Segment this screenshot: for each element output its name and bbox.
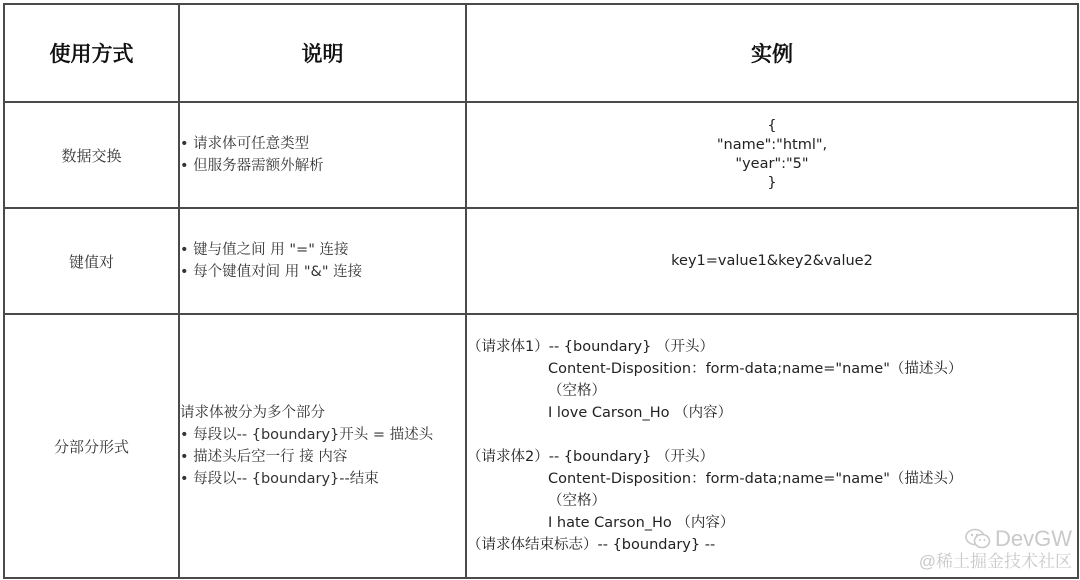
- header-example: 实例: [466, 4, 1078, 102]
- usage-cell: 数据交换: [4, 102, 179, 208]
- table-row: [4, 208, 1078, 314]
- example-line: （空格）: [548, 493, 606, 509]
- example-cell: [466, 102, 1078, 208]
- example-line: "year":"5": [735, 156, 809, 172]
- usage-cell: 分部分形式: [4, 314, 179, 578]
- header-row: [4, 4, 1078, 102]
- example-line: {: [767, 118, 777, 134]
- description-line: 请求体被分为多个部分: [180, 405, 325, 421]
- example-line: I love Carson_Ho （内容）: [548, 405, 733, 421]
- header-usage: 使用方式: [4, 4, 179, 102]
- example-cell: [466, 208, 1078, 314]
- example-line: （请求体结束标志）-- {boundary} --: [467, 537, 716, 553]
- description-line: • 每段以-- {boundary}--结束: [180, 471, 379, 487]
- example-line: "name":"html",: [716, 137, 828, 153]
- description-line: • 每个键值对间 用 "&" 连接: [180, 264, 363, 280]
- example-line: Content-Disposition：form-data;name="name"（描述头）: [548, 361, 963, 377]
- table-row: [4, 314, 1078, 578]
- spacer: [467, 424, 1077, 446]
- description-line: • 但服务器需额外解析: [180, 158, 324, 174]
- table-row: [4, 102, 1078, 208]
- description-line: • 每段以-- {boundary}开头 = 描述头: [180, 427, 434, 443]
- wechat-icon: [965, 528, 991, 550]
- description-cell: [179, 314, 466, 578]
- description-cell: [179, 208, 466, 314]
- request-body-table: [3, 3, 1079, 579]
- header-description: 说明: [179, 4, 466, 102]
- example-line: Content-Disposition：form-data;name="name"（描述头）: [548, 471, 963, 487]
- description-cell: [179, 102, 466, 208]
- watermark-subtitle: @稀土掘金技术社区: [918, 552, 1072, 571]
- description-line: • 描述头后空一行 接 内容: [180, 449, 348, 465]
- example-line: （请求体2）-- {boundary} （开头）: [467, 449, 714, 465]
- watermark-title: DevGW: [995, 526, 1072, 551]
- example-line: key1=value1&key2&value2: [671, 253, 873, 269]
- example-line: （请求体1）-- {boundary} （开头）: [467, 339, 714, 355]
- description-line: • 请求体可任意类型: [180, 136, 310, 152]
- description-line: • 键与值之间 用 "=" 连接: [180, 242, 349, 258]
- watermark: [919, 526, 1072, 572]
- watermark-top: [919, 526, 1072, 552]
- usage-cell: 键值对: [4, 208, 179, 314]
- example-line: }: [767, 175, 777, 191]
- example-line: （空格）: [548, 383, 606, 399]
- example-line: I hate Carson_Ho （内容）: [548, 515, 735, 531]
